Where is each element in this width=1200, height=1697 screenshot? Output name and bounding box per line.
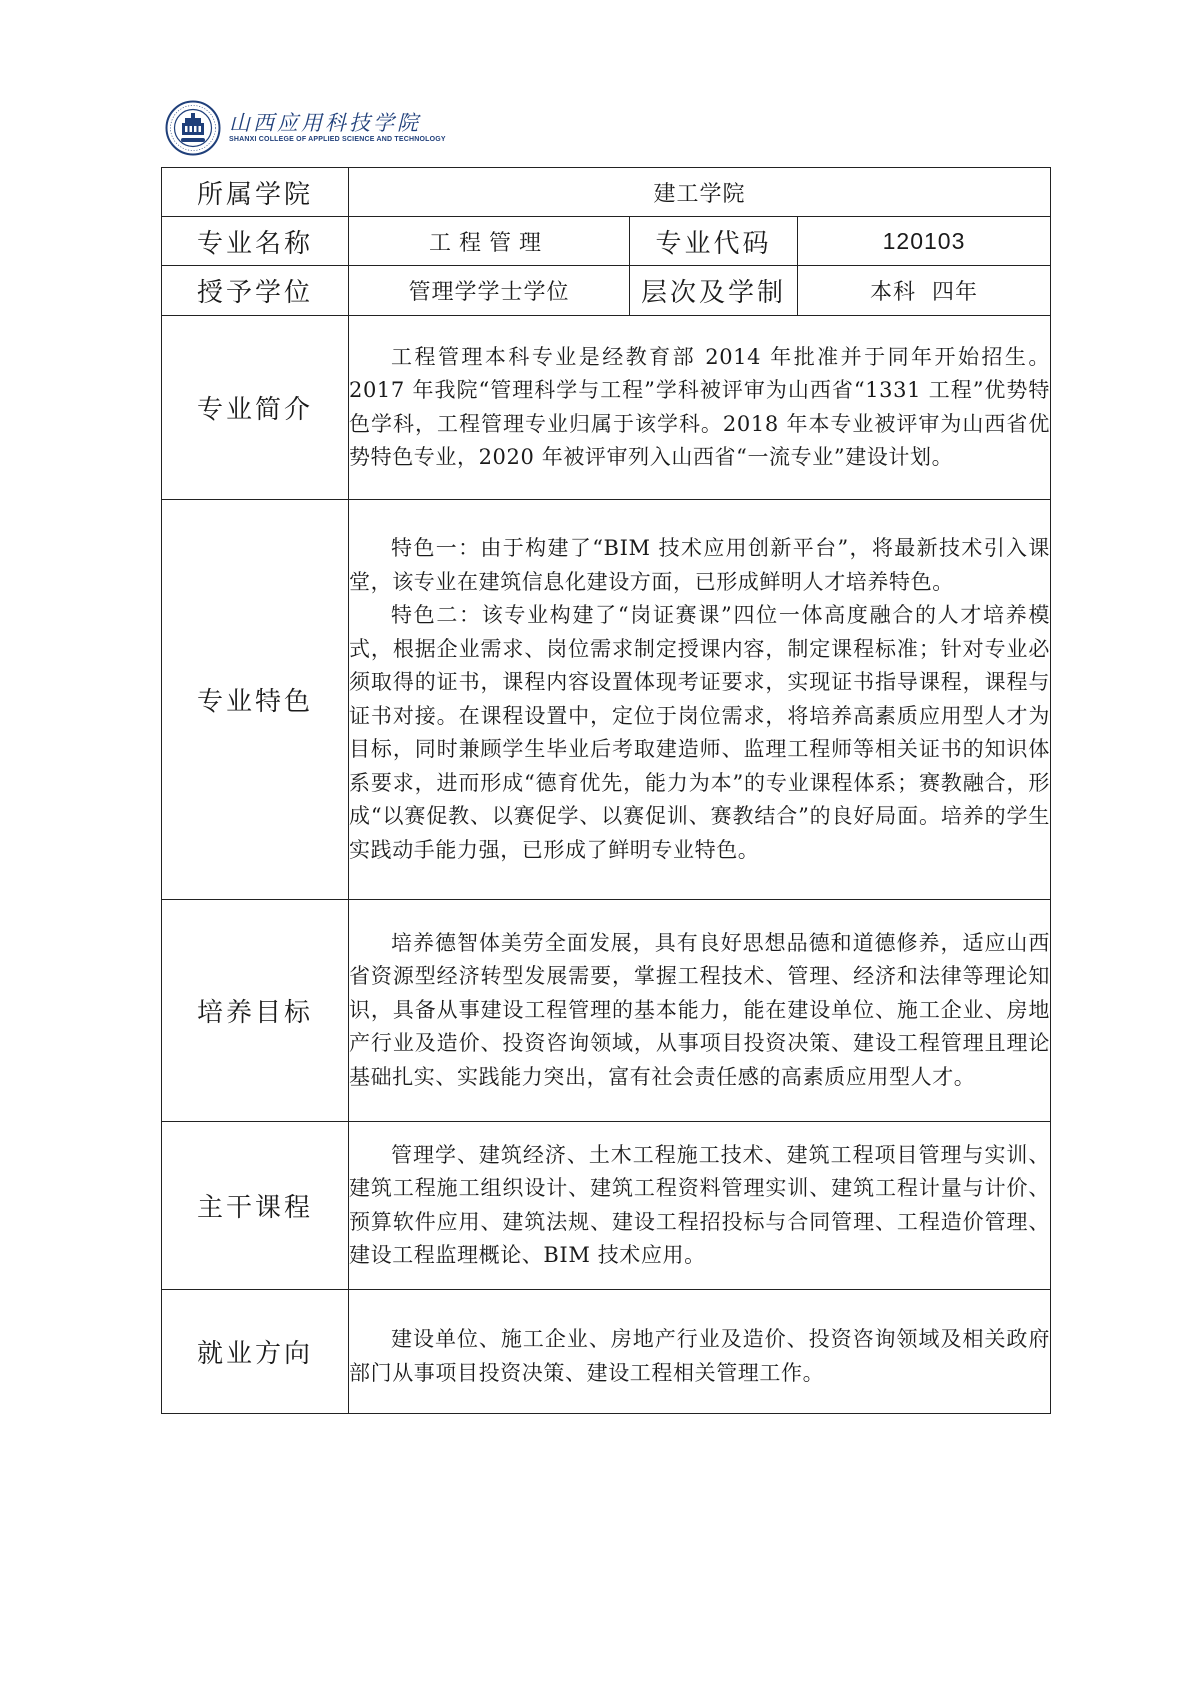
major-code-value: 120103	[798, 217, 1051, 266]
college-name-en: SHANXI COLLEGE OF APPLIED SCIENCE AND TECHNOLOGY	[229, 136, 446, 143]
row-degree	[162, 266, 1051, 316]
features-text	[349, 500, 1051, 900]
level-value: 本科 四年	[798, 266, 1051, 316]
row-major	[162, 217, 1051, 266]
logo-text	[229, 111, 446, 145]
page-header	[165, 100, 446, 156]
careers-label: 就业方向	[162, 1290, 349, 1414]
features-paragraph-1: 特色一：由于构建了“BIM 技术应用创新平台”，将最新技术引入课堂，该专业在建筑信息化建设方面，已形成鲜明人才培养特色。	[349, 536, 1051, 594]
courses-label: 主干课程	[162, 1122, 349, 1290]
major-name-label: 专业名称	[162, 217, 349, 266]
college-value: 建工学院	[349, 168, 1051, 217]
careers-text	[349, 1290, 1051, 1414]
features-paragraph-2: 特色二：该专业构建了“岗证赛课”四位一体高度融合的人才培养模式，根据企业需求、岗位需求制定授课内容，制定课程标准；针对专业必须取得的证书，课程内容设置体现考证要求，实现证书指导课程，课程与证书对接。在课程设置中，定位于岗位需求，将培养高素质应用型人才为目标，同时兼顾学生毕业后考取建造师、监理工程师等相关证书的知识体系要求，进而形成“德育优先，能力为本”的专业课程体系；赛教融合，形成“以赛促教、以赛促学、以赛促训、赛教结合”的良好局面。培养的学生实践动手能力强，已形成了鲜明专业特色。	[349, 603, 1051, 862]
degree-value: 管理学学士学位	[349, 266, 630, 316]
row-intro	[162, 316, 1051, 500]
college-name-cn: 山西应用科技学院	[229, 111, 421, 135]
features-label: 专业特色	[162, 500, 349, 900]
courses-paragraph: 管理学、建筑经济、土木工程施工技术、建筑工程项目管理与实训、建筑工程施工组织设计、建筑工程资料管理实训、建筑工程计量与计价、预算软件应用、建筑法规、建设工程招投标与合同管理、工程造价管理、建设工程监理概论、BIM 技术应用。	[349, 1142, 1051, 1267]
major-name-value: 工程管理	[349, 217, 630, 266]
college-seal-icon	[165, 100, 221, 156]
degree-label: 授予学位	[162, 266, 349, 316]
row-goals	[162, 900, 1051, 1122]
major-code-label: 专业代码	[630, 217, 798, 266]
row-careers	[162, 1290, 1051, 1414]
row-college	[162, 168, 1051, 217]
major-info-table	[161, 167, 1051, 1414]
intro-paragraph: 工程管理本科专业是经教育部 2014 年批准并于同年开始招生。2017 年我院“管理科学与工程”学科被评审为山西省“1331 工程”优势特色学科，工程管理专业归属于该学科。2018 年本专业被评审为山西省优势特色专业，2020 年被评审列入山西省“一流专业”建设计划。	[349, 344, 1051, 469]
row-courses	[162, 1122, 1051, 1290]
goals-label: 培养目标	[162, 900, 349, 1122]
courses-text	[349, 1122, 1051, 1290]
intro-text	[349, 316, 1051, 500]
row-features	[162, 500, 1051, 900]
college-label: 所属学院	[162, 168, 349, 217]
level-label: 层次及学制	[630, 266, 798, 316]
goals-paragraph: 培养德智体美劳全面发展，具有良好思想品德和道德修养，适应山西省资源型经济转型发展需要，掌握工程技术、管理、经济和法律等理论知识，具备从事建设工程管理的基本能力，能在建设单位、施工企业、房地产行业及造价、投资咨询领域，从事项目投资决策、建设工程管理且理论基础扎实、实践能力突出，富有社会责任感的高素质应用型人才。	[349, 930, 1051, 1089]
careers-paragraph: 建设单位、施工企业、房地产行业及造价、投资咨询领域及相关政府部门从事项目投资决策、建设工程相关管理工作。	[349, 1327, 1051, 1385]
goals-text	[349, 900, 1051, 1122]
intro-label: 专业简介	[162, 316, 349, 500]
